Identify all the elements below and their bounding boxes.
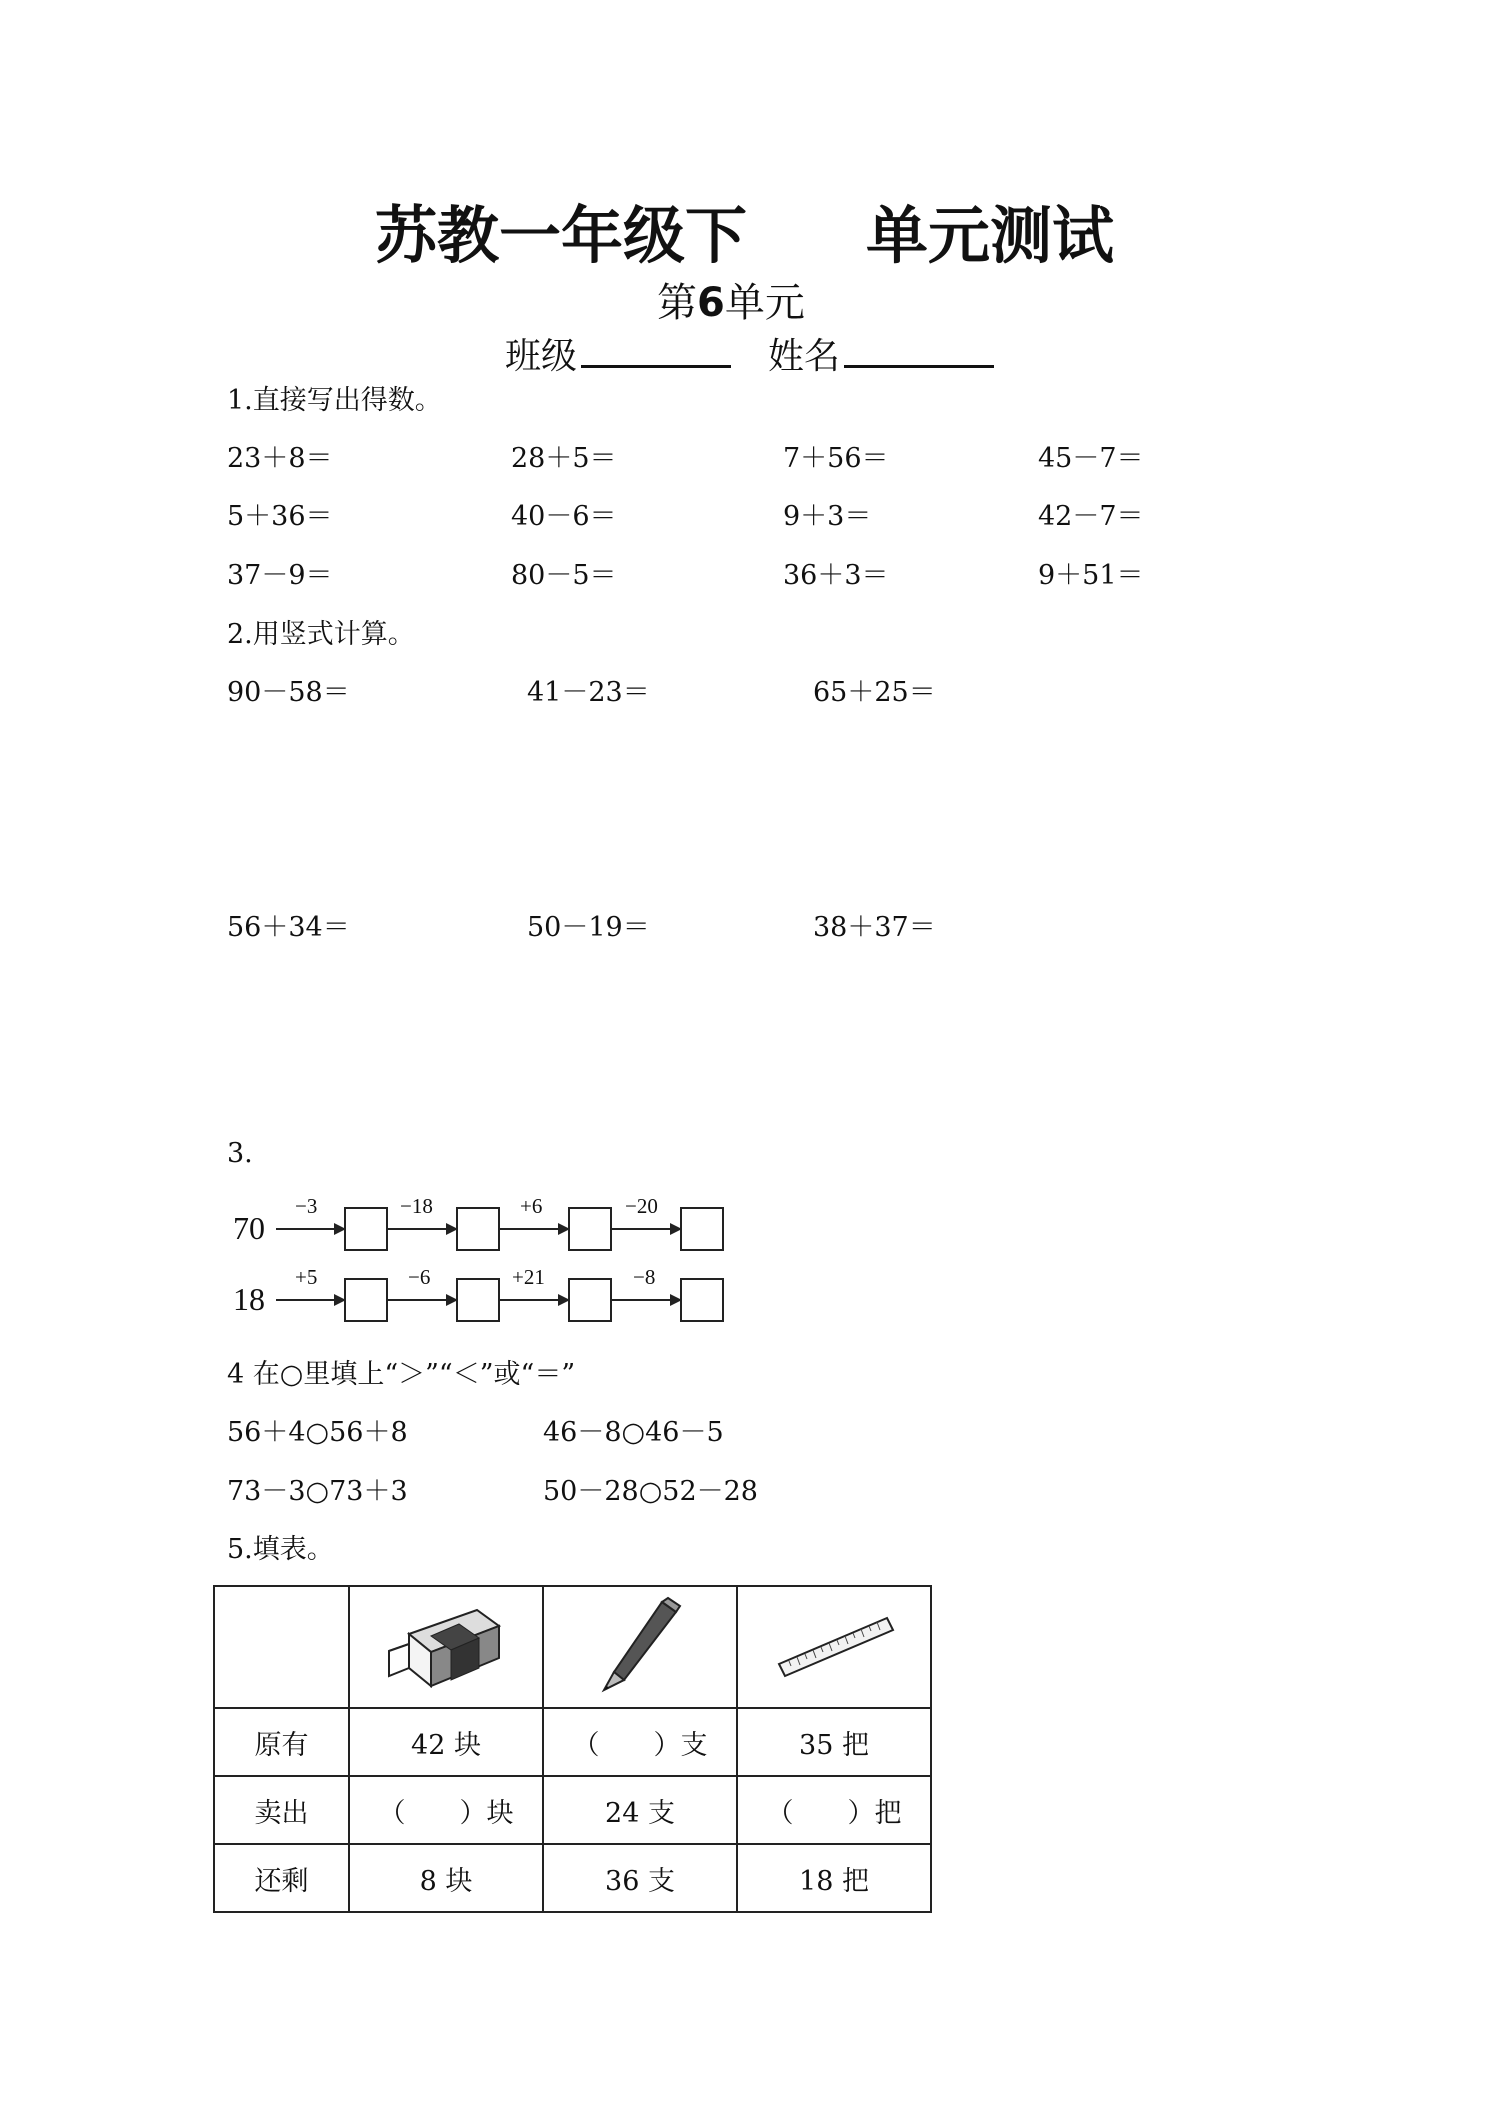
- table-cell: 35 把: [737, 1708, 931, 1776]
- q4-heading: 4 在○里填上“＞”“＜”或“＝”: [227, 1359, 576, 1390]
- table-cell-blank[interactable]: （ ）把: [737, 1776, 931, 1844]
- subtitle-number: 6: [697, 280, 725, 326]
- compare-item: 73－3○73＋3: [227, 1476, 408, 1507]
- page-title-left: 苏教一年级下: [375, 199, 748, 272]
- pencil-icon: [590, 1594, 690, 1694]
- class-field: [505, 328, 731, 379]
- row-label: 还剩: [214, 1844, 349, 1912]
- arrow-icon: [612, 1228, 676, 1230]
- answer-box[interactable]: [344, 1278, 388, 1322]
- compare-item: 50－28○52－28: [543, 1476, 758, 1507]
- q1-item: 28＋5＝: [511, 443, 617, 474]
- q1-item: 36＋3＝: [783, 560, 889, 591]
- answer-box[interactable]: [568, 1207, 612, 1251]
- table-row: [214, 1708, 931, 1776]
- row-label: 卖出: [214, 1776, 349, 1844]
- q1-heading: 1.直接写出得数。: [227, 385, 442, 416]
- class-label: 班级: [505, 336, 578, 377]
- arrow-icon: [500, 1299, 564, 1301]
- q1-item: 45－7＝: [1038, 443, 1144, 474]
- q2-item: 56＋34＝: [227, 912, 350, 943]
- answer-box[interactable]: [568, 1278, 612, 1322]
- table-row: [214, 1586, 931, 1708]
- subtitle-prefix: 第: [657, 280, 697, 326]
- q1-item: 40－6＝: [511, 501, 617, 532]
- q1-item: 42－7＝: [1038, 501, 1144, 532]
- class-blank[interactable]: [581, 331, 731, 368]
- q1-item: 9＋51＝: [1038, 560, 1144, 591]
- q2-item: 65＋25＝: [813, 677, 936, 708]
- q2-item: 41－23＝: [527, 677, 650, 708]
- q2-item: 50－19＝: [527, 912, 650, 943]
- compare-item: 56＋4○56＋8: [227, 1417, 408, 1448]
- arrow-icon: [500, 1228, 564, 1230]
- q1-item: 80－5＝: [511, 560, 617, 591]
- q2-item: 90－58＝: [227, 677, 350, 708]
- pencil-picture-cell: [543, 1586, 737, 1708]
- table-row: [214, 1776, 931, 1844]
- answer-box[interactable]: [344, 1207, 388, 1251]
- name-blank[interactable]: [844, 331, 994, 368]
- chain-op: +6: [520, 1194, 543, 1218]
- table-cell: 42 块: [349, 1708, 543, 1776]
- arrow-icon: [276, 1299, 340, 1301]
- arrow-icon: [276, 1228, 340, 1230]
- q5-heading: 5.填表。: [227, 1534, 334, 1565]
- eraser-icon: [381, 1596, 511, 1691]
- name-label: 姓名: [768, 336, 841, 377]
- chain-op: +5: [295, 1265, 318, 1289]
- answer-box[interactable]: [456, 1278, 500, 1322]
- answer-box[interactable]: [680, 1207, 724, 1251]
- chain-op: −6: [408, 1265, 431, 1289]
- table-row: [214, 1844, 931, 1912]
- row-label: 原有: [214, 1708, 349, 1776]
- eraser-picture-cell: [349, 1586, 543, 1708]
- chain-op: +21: [512, 1265, 545, 1289]
- q2-item: 38＋37＝: [813, 912, 936, 943]
- table-cell: 18 把: [737, 1844, 931, 1912]
- arrow-icon: [612, 1299, 676, 1301]
- unit-subtitle: [657, 271, 805, 328]
- arrow-icon: [388, 1299, 452, 1301]
- page-title-right: 单元测试: [866, 199, 1115, 272]
- ruler-picture-cell: [737, 1586, 931, 1708]
- q1-item: 23＋8＝: [227, 443, 333, 474]
- q1-item: 7＋56＝: [783, 443, 889, 474]
- table-cell: 36 支: [543, 1844, 737, 1912]
- q1-item: 9＋3＝: [783, 501, 872, 532]
- fill-table: [213, 1585, 932, 1913]
- q1-item: 5＋36＝: [227, 501, 333, 532]
- table-cell-blank[interactable]: （ ）支: [543, 1708, 737, 1776]
- answer-box[interactable]: [680, 1278, 724, 1322]
- chain-start: 18: [233, 1281, 265, 1317]
- q3-heading: 3.: [227, 1138, 253, 1169]
- table-cell: 24 支: [543, 1776, 737, 1844]
- table-corner-cell: [214, 1586, 349, 1708]
- chain-start: 70: [233, 1210, 265, 1246]
- subtitle-suffix: 单元: [724, 280, 805, 326]
- q2-heading: 2.用竖式计算。: [227, 619, 415, 650]
- answer-box[interactable]: [456, 1207, 500, 1251]
- name-field: [768, 328, 994, 379]
- chain-op: −8: [633, 1265, 656, 1289]
- chain-op: −3: [295, 1194, 318, 1218]
- table-cell-blank[interactable]: （ ）块: [349, 1776, 543, 1844]
- chain-op: −20: [625, 1194, 658, 1218]
- chain-op: −18: [400, 1194, 433, 1218]
- arrow-icon: [388, 1228, 452, 1230]
- compare-item: 46－8○46－5: [543, 1417, 724, 1448]
- q1-item: 37－9＝: [227, 560, 333, 591]
- table-cell: 8 块: [349, 1844, 543, 1912]
- ruler-icon: [769, 1604, 899, 1684]
